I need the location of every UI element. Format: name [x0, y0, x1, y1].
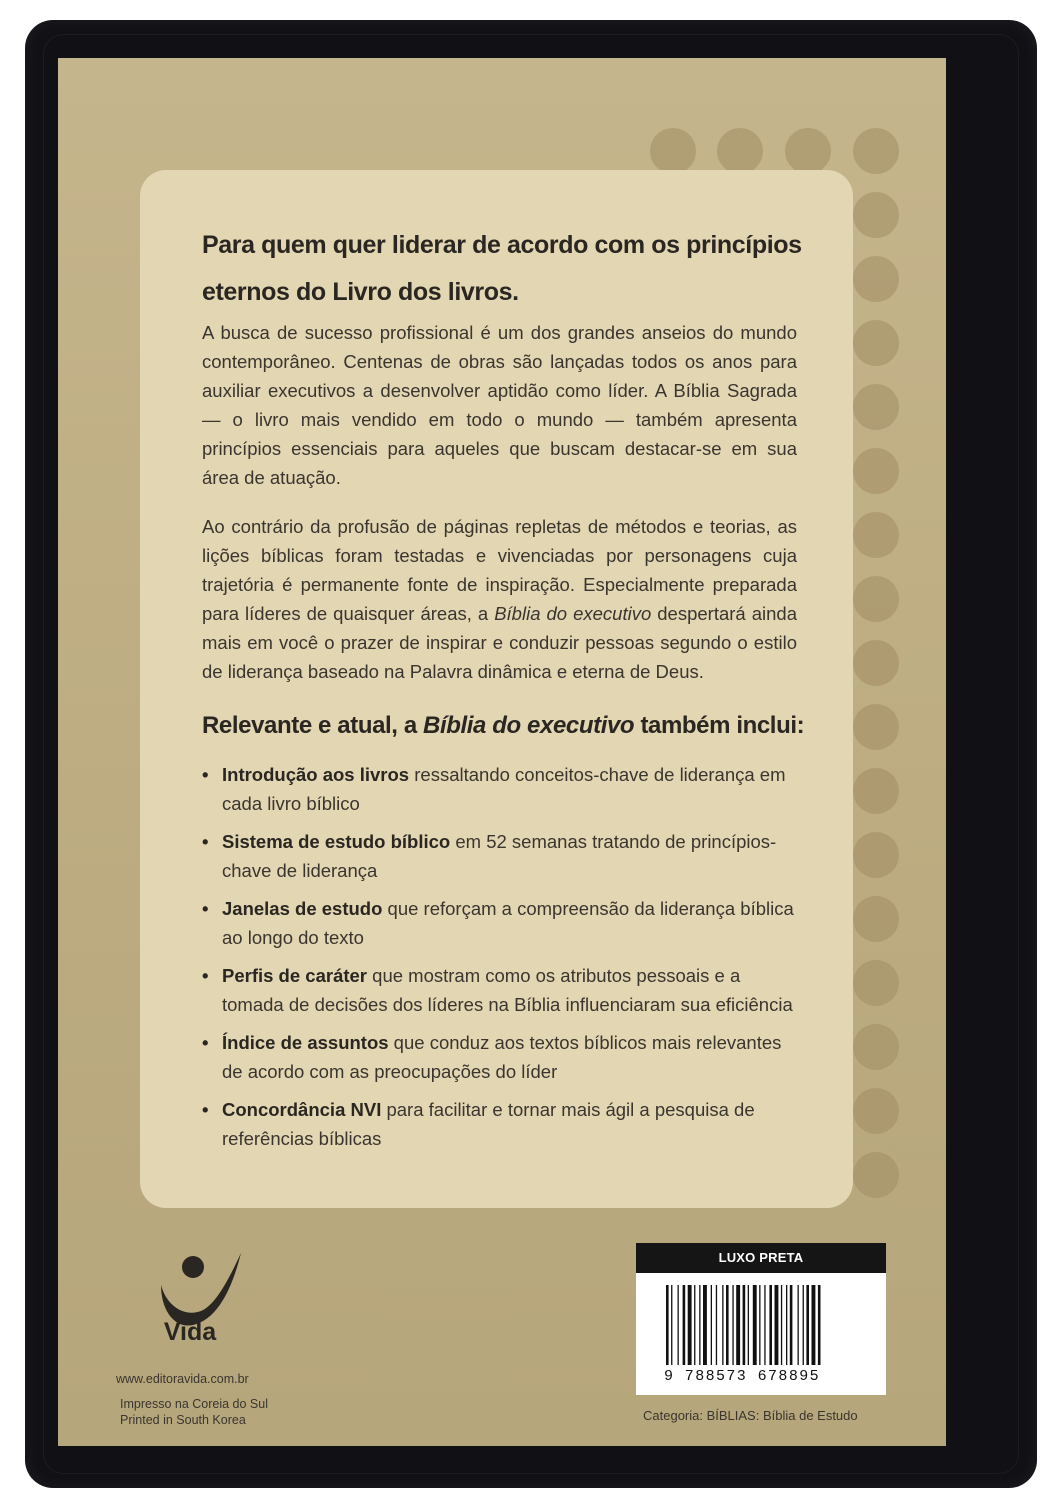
decorative-dot — [853, 704, 899, 750]
barcode-bar — [703, 1285, 707, 1365]
barcode-bar — [716, 1285, 717, 1365]
barcode-bar — [688, 1285, 692, 1365]
decorative-dot — [853, 256, 899, 302]
barcode-bar — [803, 1285, 804, 1365]
publisher-name: Vida — [163, 1318, 217, 1346]
barcode-bar — [790, 1285, 793, 1365]
feature-title: Sistema de estudo bíblico — [222, 831, 451, 852]
feature-text: para facilitar e tornar mais ágil a pesquisa de referências bíblicas — [222, 1099, 755, 1149]
decorative-dot — [853, 320, 899, 366]
feature-text: que mostram como os atributos pessoais e a tomada de decisões dos líderes na Bíblia influenciaram sua eficiência — [222, 965, 793, 1015]
features-heading — [202, 712, 822, 740]
decorative-dot — [853, 192, 899, 238]
feature-title: Perfis de caráter — [222, 965, 368, 986]
decorative-dot — [853, 128, 899, 174]
intro-paragraph: A busca de sucesso profissional é um dos grandes anseios do mundo contemporâneo. Centenas de obras são lançadas todos os anos para auxiliar executivos a desenvolver aptidão como líder. A Bíblia Sagrada — o livro mais vendido em todo o mundo — também apresenta princípios essenciais para aqueles que buscam destacar-se em sua área de atuação. — [202, 322, 797, 488]
barcode-bar — [786, 1285, 787, 1365]
feature-title: Concordância NVI — [222, 1099, 382, 1120]
barcode-bar — [671, 1285, 672, 1365]
printed-info — [120, 1396, 268, 1428]
bullet-icon: • — [202, 831, 209, 852]
barcode-bar — [753, 1285, 757, 1365]
decorative-dot — [853, 640, 899, 686]
features-heading-title: Bíblia do executivo — [423, 712, 635, 739]
printed-in-en: Printed in South Korea — [120, 1413, 246, 1427]
category-label: Categoria: BÍBLIAS: Bíblia de Estudo — [643, 1408, 858, 1423]
decorative-dot — [853, 1024, 899, 1070]
decorative-dot — [853, 384, 899, 430]
decorative-dot — [785, 128, 831, 174]
second-paragraph-part-b: despertará ainda mais em você o prazer de inspirar e conduzir pessoas segundo o estilo de liderança baseado na Palavra dinâmica e eterna de Deus. — [202, 603, 797, 682]
barcode-bar — [711, 1285, 712, 1365]
barcode-sticker — [636, 1243, 886, 1395]
decorative-dot — [853, 960, 899, 1006]
barcode-bar — [694, 1285, 695, 1365]
barcode-icon — [666, 1285, 861, 1367]
barcode-bar — [678, 1285, 679, 1365]
second-paragraph-part-a: Ao contrário da profusão de páginas repletas de métodos e teorias, as lições bíblicas foram testadas e vivenciadas por personagens cuja trajetória é permanente fonte de inspiração. Especialmente preparada para líderes de quaisquer áreas, a — [202, 516, 797, 624]
decorative-dot — [853, 1152, 899, 1198]
feature-item — [202, 961, 802, 1019]
barcode-bar — [666, 1285, 669, 1365]
barcode-bar — [699, 1285, 700, 1365]
headline: Para quem quer liderar de acordo com os princípios eternos do Livro dos livros. — [202, 231, 802, 306]
barcode-bar — [726, 1285, 729, 1365]
edition-label: LUXO PRETA — [636, 1243, 886, 1273]
barcode-bar — [759, 1285, 760, 1365]
barcode-bar — [775, 1285, 779, 1365]
second-paragraph — [202, 512, 797, 686]
feature-title: Índice de assuntos — [222, 1032, 389, 1053]
feature-text: em 52 semanas tratando de princípios-chave de liderança — [222, 831, 777, 881]
feature-title: Janelas de estudo — [222, 898, 383, 919]
decorative-dot — [853, 576, 899, 622]
feature-item — [202, 1028, 802, 1086]
publisher-website: www.editoravida.com.br — [116, 1372, 249, 1386]
barcode-bar — [736, 1285, 740, 1365]
feature-text: ressaltando conceitos-chave de liderança em cada livro bíblico — [222, 764, 786, 814]
barcode-bar — [818, 1285, 821, 1365]
feature-text: que reforçam a compreensão da liderança bíblica ao longo do texto — [222, 898, 794, 948]
barcode-bar — [748, 1285, 749, 1365]
barcode-bar — [806, 1285, 809, 1365]
barcode-bar — [798, 1285, 799, 1365]
decorative-dot — [853, 768, 899, 814]
barcode-bar — [781, 1285, 782, 1365]
feature-item — [202, 760, 802, 818]
feature-item — [202, 827, 802, 885]
book-title-italic: Bíblia do executivo — [494, 603, 652, 624]
bullet-icon: • — [202, 1099, 209, 1120]
feature-title: Introdução aos livros — [222, 764, 410, 785]
barcode-bar — [812, 1285, 816, 1365]
decorative-dot — [650, 128, 696, 174]
decorative-dot — [717, 128, 763, 174]
bullet-icon: • — [202, 965, 209, 986]
feature-item — [202, 1095, 802, 1153]
features-list — [202, 760, 802, 1162]
barcode-bar — [769, 1285, 772, 1365]
bullet-icon: • — [202, 764, 209, 785]
bullet-icon: • — [202, 898, 209, 919]
barcode-bar — [732, 1285, 733, 1365]
decorative-dot — [853, 512, 899, 558]
decorative-dot — [853, 1088, 899, 1134]
bullet-icon: • — [202, 1032, 209, 1053]
isbn-digits: 9 788573 678895 — [664, 1368, 821, 1385]
decorative-dot — [853, 896, 899, 942]
feature-item — [202, 894, 802, 952]
features-heading-part-b: também inclui: — [634, 712, 805, 739]
printed-in-pt: Impresso na Coreia do Sul — [120, 1397, 268, 1411]
decorative-dot — [853, 832, 899, 878]
features-heading-part-a: Relevante e atual, a — [202, 712, 424, 739]
barcode-bar — [743, 1285, 746, 1365]
feature-text: que conduz aos textos bíblicos mais relevantes de acordo com as preocupações do líder — [222, 1032, 782, 1082]
barcode-bar — [722, 1285, 723, 1365]
decorative-dot — [853, 448, 899, 494]
barcode-bar — [764, 1285, 765, 1365]
barcode-bar — [683, 1285, 686, 1365]
